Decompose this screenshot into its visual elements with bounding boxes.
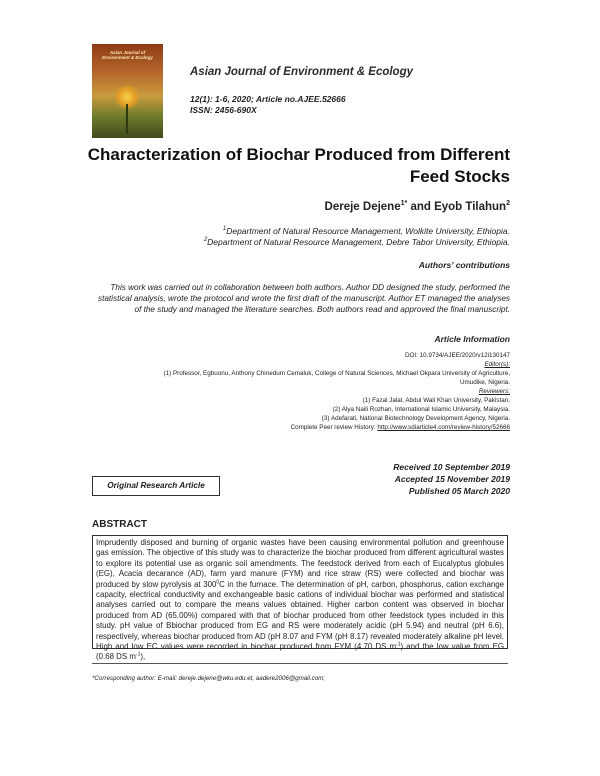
abstract-text	[92, 535, 508, 662]
author-2-affiliation-mark: 2	[506, 200, 510, 207]
issn: ISSN: 2456-690X	[190, 105, 257, 115]
journal-cover-image	[92, 44, 163, 138]
journal-name: Asian Journal of Environment & Ecology	[190, 66, 414, 78]
cover-flower-stem	[126, 104, 128, 134]
editor-1-line-2: Umudike, Nigeria.	[459, 379, 510, 386]
peer-review-history-label: Complete Peer review History:	[290, 424, 376, 431]
abstract-part-2: C in the furnace. The determination of pH, carbon, phosphorus, cation exchange capacity, electrical conductivity and exchangeable basic cations of individual biochar was performed and statistical analyses carried out to compare the means values obtained. Higher carbon content was observed in biochar produced from AD (65.00%) compared with that of biochar produced from other feedstock types included in this study. pH value of Bbiochar produced from EG and RS were moderately acidic (pH 5.94) and neutral (pH 6.6), respectively, whereas biochar produced from AD (pH 8.07 and FYM (pH 8.17) revealed moderately alkaline pH level. High and low EC values were recorded in biochar produced from FYM (4.70 DS m	[96, 579, 505, 652]
affiliation-2-mark: 2	[203, 237, 208, 244]
article-type-badge: Original Research Article	[92, 476, 220, 496]
unit-exponent-2: -1	[135, 651, 141, 658]
peer-review-history	[291, 424, 510, 433]
peer-review-history-link[interactable]: http://www.sdiarticle4.com/review-history/52666	[377, 424, 510, 431]
unit-exponent-1: -1	[396, 641, 401, 648]
editors-label-text: Editor(s):	[484, 361, 510, 368]
abstract-part-1: Imprudently disposed and burning of organic wastes have been causing environmental pollution and greenhouse gas emission. The objective of this study was to characterize the biochar produced from different agricultural wastes to explore its potential use as organic soil amendments. The feedstock derived from each of Eucalyptus globules (EG), Acacia decarance (AD), farm yard manure (FYM) and rice straw (RS) were collected and biochar was produced by slow pyrolysis at 300	[96, 538, 504, 589]
author-list	[325, 200, 510, 213]
received-date: Received 10 September 2019	[393, 462, 510, 472]
abstract-part-4: ),	[140, 652, 146, 662]
affiliation-1-text: Department of Natural Resource Management, Wolkite University, Ethiopia.	[226, 226, 510, 236]
affiliation-1	[223, 226, 510, 236]
article-info-heading: Article Information	[434, 334, 510, 344]
article-title	[80, 144, 510, 188]
contributions-text: This work was carried out in collaboration between both authors. Author DD designed the study, performed the statistical analysis, wrote the protocol and wrote the first draft of the manuscript. Author ET managed the analyses of the study and managed the literature searches. Both authors read and approved the final manuscript.	[97, 283, 510, 314]
footnote-divider	[92, 663, 508, 664]
reviewer-2: (2) Alya Naili Rozhan, International Islamic University, Malaysia.	[332, 406, 510, 413]
contributions-heading: Authors’ contributions	[418, 260, 510, 270]
author-2: Eyob Tilahun	[434, 200, 507, 213]
affiliation-2	[204, 237, 510, 247]
published-date: Published 05 March 2020	[408, 486, 510, 496]
author-1: Dereje Dejene	[324, 200, 401, 213]
reviewers-label	[479, 388, 510, 397]
editor-1-line-1: (1) Professor, Egbuonu, Anthony Chinedum Cemaluk, College of Natural Sciences, Michael Okpara University of Agriculture,	[163, 370, 510, 377]
author-conjunction: and	[410, 200, 431, 213]
reviewer-1: (1) Fazal Jalal, Abdul Wali Khan University, Pakistan.	[362, 397, 510, 404]
degree-mark: 0	[216, 579, 220, 585]
abstract-heading: ABSTRACT	[92, 519, 147, 530]
reviewers-label-text: Reviewers:	[478, 388, 510, 395]
accepted-date: Accepted 15 November 2019	[394, 474, 510, 484]
abstract-part-3: ) and the low value from EG (0.68 DS m	[96, 642, 504, 662]
doi: DOI: 10.9734/AJEE/2020/v12i130147	[404, 352, 510, 359]
title-line-2: Feed Stocks	[409, 167, 510, 186]
title-line-1: Characterization of Biochar Produced from Different	[87, 145, 510, 164]
affiliation-1-mark: 1	[222, 226, 227, 233]
editors-label	[484, 361, 510, 370]
reviewer-3: (3) Adefarati, National Biotechnology Development Agency, Nigeria.	[321, 415, 510, 422]
cover-journal-name: Asian Journal of Environment & Ecology	[102, 50, 153, 60]
affiliation-2-text: Department of Natural Resource Management, Debre Tabor University, Ethiopia.	[207, 237, 510, 247]
corresponding-author-footnote: *Corresponding author: E-mail: dereje.dejene@wku.edu.et, aadere2006@gmail.com;	[92, 675, 326, 682]
author-1-affiliation-mark: 1*	[400, 200, 408, 207]
volume-info: 12(1): 1-6, 2020; Article no.AJEE.52666	[190, 94, 346, 104]
